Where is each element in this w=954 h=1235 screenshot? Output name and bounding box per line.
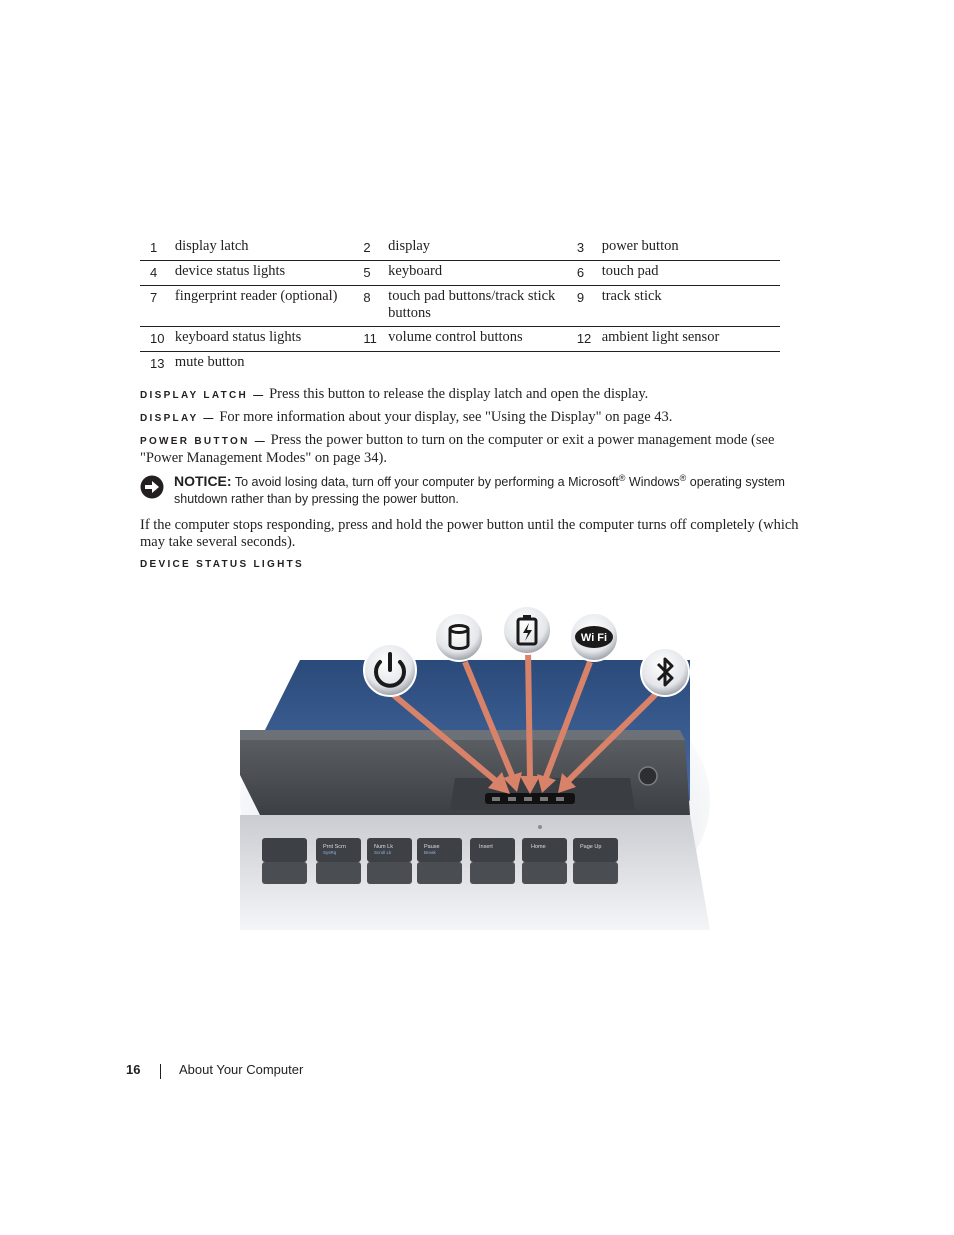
- part-number: 6: [567, 261, 602, 286]
- wifi-logo-text: Wi Fi: [580, 632, 608, 644]
- footer-chapter-title: About Your Computer: [179, 1062, 304, 1077]
- parts-row: [140, 286, 780, 327]
- part-number: 9: [567, 286, 602, 327]
- key-sub-scroll-lk: Scroll Lk: [374, 850, 392, 855]
- part-label: fingerprint reader (optional): [175, 286, 353, 327]
- stops-responding-paragraph: If the computer stops responding, press and hold the power button until the computer turns off completely (which may take several seconds).: [140, 517, 799, 550]
- ambient-light-sensor: [639, 767, 657, 785]
- parts-row: [140, 261, 780, 286]
- part-number: 5: [353, 261, 388, 286]
- key-label-page-up: Page Up: [580, 844, 602, 850]
- key-label-num-lk: Num Lk: [374, 844, 393, 850]
- device-status-lights-heading: DEVICE STATUS LIGHTS: [140, 559, 304, 570]
- display-description: [140, 409, 812, 427]
- parts-row: [140, 352, 780, 377]
- wifi-icon: [570, 613, 618, 661]
- part-label: mute button: [174, 354, 245, 370]
- part-label: volume control buttons: [388, 327, 567, 352]
- notice-label: NOTICE:: [174, 473, 232, 489]
- power-icon: [364, 644, 416, 696]
- part-label: touch pad: [602, 261, 780, 286]
- part-number: 2: [353, 236, 388, 261]
- part-label: keyboard status lights: [175, 327, 353, 352]
- bluetooth-icon: [641, 648, 689, 696]
- display-latch-term: DISPLAY LATCH —: [140, 390, 266, 401]
- power-button-description: [140, 432, 812, 467]
- parts-table-body: [140, 236, 780, 376]
- part-number: 4: [140, 261, 175, 286]
- page-footer: [126, 1062, 304, 1077]
- part-label: device status lights: [175, 261, 353, 286]
- power-button-text: Press the power button to turn on the computer or exit a power management mode (see "Power Management Modes" on page 34).: [140, 432, 775, 466]
- device-status-lights-figure: [240, 600, 710, 930]
- part-label: track stick: [602, 286, 780, 327]
- key-sub-sysrq: SysRq: [323, 850, 337, 855]
- part-label: [602, 352, 780, 377]
- registered-mark-1: ®: [618, 472, 626, 483]
- part-number: 10: [140, 327, 175, 352]
- footer-divider: [160, 1064, 161, 1079]
- part-number: 12: [567, 327, 602, 352]
- registered-mark-2: ®: [679, 472, 687, 483]
- parts-table: [140, 236, 780, 376]
- key-label-home: Home: [531, 844, 546, 850]
- part-number: 8: [353, 286, 388, 327]
- notice-text-part-3: operating system shutdown rather than by pressing the power button.: [174, 475, 785, 506]
- parts-row: [140, 236, 780, 261]
- battery-icon: [503, 606, 551, 654]
- part-number: [353, 352, 388, 377]
- part-number: 7: [140, 286, 175, 327]
- part-label: display: [388, 236, 567, 261]
- part-label: touch pad buttons/track stick buttons: [388, 286, 567, 327]
- power-button-term: POWER BUTTON —: [140, 436, 268, 447]
- part-label: ambient light sensor: [602, 327, 780, 352]
- part-label: display latch: [175, 236, 353, 261]
- display-term: DISPLAY —: [140, 413, 216, 424]
- notice-arrow-icon: [140, 475, 164, 499]
- key-sub-break: Break: [424, 850, 436, 855]
- notice-text: [174, 473, 814, 508]
- notice-text-part-1: To avoid losing data, turn off your computer by performing a Microsoft: [234, 475, 619, 489]
- part-label: power button: [602, 236, 780, 261]
- display-latch-text: Press this button to release the display latch and open the display.: [269, 386, 649, 402]
- part-number: 1: [140, 236, 175, 261]
- part-number: 11: [353, 327, 388, 352]
- part-number: 3: [567, 236, 602, 261]
- page-number: 16: [126, 1062, 141, 1077]
- parts-row: [140, 327, 780, 352]
- part-label: [388, 352, 567, 377]
- part-label: keyboard: [388, 261, 567, 286]
- key-label-insert: Insert: [479, 844, 493, 850]
- part-number: [567, 352, 602, 377]
- part-number: 13: [150, 356, 165, 371]
- notice-block: [140, 473, 812, 513]
- notice-text-part-2: Windows: [625, 475, 680, 489]
- key-label-prnt-scrn: Prnt Scrn: [323, 844, 346, 850]
- hard-drive-icon: [435, 613, 483, 661]
- display-text: For more information about your display, see "Using the Display" on page 43.: [219, 409, 673, 425]
- key-label-pause: Pause: [424, 844, 440, 850]
- display-latch-description: [140, 386, 812, 404]
